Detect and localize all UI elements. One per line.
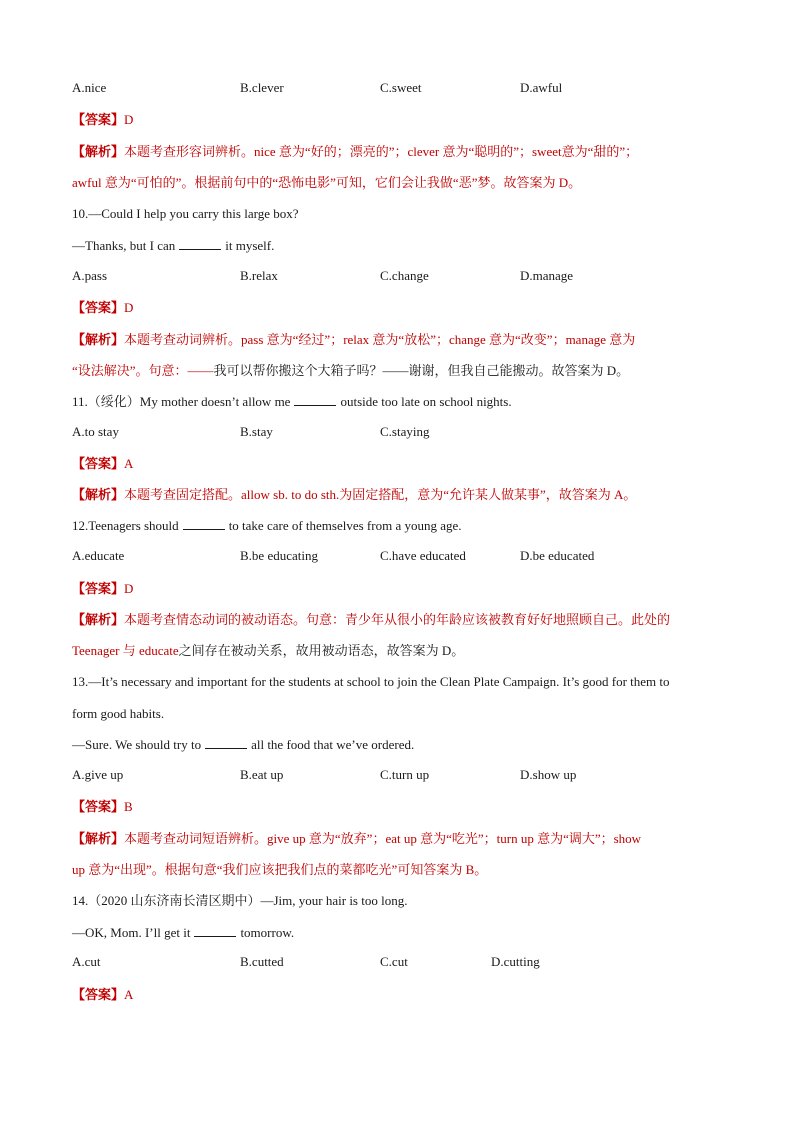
option-d: D.manage xyxy=(520,268,574,283)
option-b: B.relax xyxy=(240,268,278,283)
answer-line xyxy=(72,454,133,474)
answer-tag: 【答案】 xyxy=(72,112,125,127)
answer-tag: 【答案】 xyxy=(72,987,125,1002)
question-10-reply xyxy=(72,236,274,256)
option-a: A.give up xyxy=(72,767,124,782)
answer-blank xyxy=(205,736,247,749)
analysis-text: 本题考查动词短语辨析。give up 意为“放弃”；eat up 意为“吃光”；turn up 意为“调大”；show xyxy=(124,831,642,846)
option-a: A.nice xyxy=(72,80,107,95)
analysis-text: 本题考查固定搭配。allow sb. to do sth.为固定搭配，意为“允许某人做某事”，故答案为 A。 xyxy=(124,487,637,502)
stem-text: tomorrow. xyxy=(240,925,295,940)
option-b: B.eat up xyxy=(240,767,284,782)
answer-value: B xyxy=(124,799,133,814)
stem-text: —Sure. We should try to xyxy=(72,737,202,752)
answer-line xyxy=(72,579,133,599)
analysis-tag: 【解析】 xyxy=(72,144,125,159)
answer-value: D xyxy=(124,581,134,596)
answer-tag: 【答案】 xyxy=(72,300,125,315)
option-a: A.to stay xyxy=(72,424,119,439)
analysis-line xyxy=(72,829,641,849)
analysis-text: Teenager 与 educate xyxy=(72,643,179,658)
analysis-tag: 【解析】 xyxy=(72,831,125,846)
analysis-line xyxy=(72,361,629,381)
option-a: A.educate xyxy=(72,548,125,563)
question-14-stem: 14.（2020 山东济南长清区期中）—Jim, your hair is too long. xyxy=(72,893,408,908)
option-c: C.sweet xyxy=(380,80,422,95)
answer-tag: 【答案】 xyxy=(72,456,125,471)
stem-text: to take care of themselves from a young age. xyxy=(228,518,462,533)
option-d: D.cutting xyxy=(491,954,540,969)
stem-text: outside too late on school nights. xyxy=(340,394,512,409)
answer-value: D xyxy=(124,300,134,315)
option-c: C.have educated xyxy=(380,548,466,563)
answer-line xyxy=(72,797,133,817)
option-a: A.pass xyxy=(72,268,108,283)
option-c: C.staying xyxy=(380,424,430,439)
option-c: C.change xyxy=(380,268,429,283)
answer-tag: 【答案】 xyxy=(72,799,125,814)
option-d: D.show up xyxy=(520,767,577,782)
question-12-stem xyxy=(72,516,462,536)
analysis-text: “设法解决”。句意：—— xyxy=(72,363,214,378)
question-14-reply xyxy=(72,923,294,943)
analysis-text: 之间存在被动关系，故用被动语态，故答案为 D。 xyxy=(178,643,465,658)
analysis-line xyxy=(72,142,638,162)
answer-blank xyxy=(194,924,236,937)
option-a: A.cut xyxy=(72,954,101,969)
analysis-line xyxy=(72,330,635,350)
analysis-tag: 【解析】 xyxy=(72,612,125,627)
option-d: D.be educated xyxy=(520,548,595,563)
question-13-reply xyxy=(72,735,414,755)
answer-line xyxy=(72,110,133,130)
question-13-stem: form good habits. xyxy=(72,706,165,721)
question-11-stem xyxy=(72,392,512,412)
option-c: C.turn up xyxy=(380,767,430,782)
option-b: B.stay xyxy=(240,424,273,439)
option-d: D.awful xyxy=(520,80,563,95)
stem-text: —OK, Mom. I’ll get it xyxy=(72,925,191,940)
analysis-text: 本题考查形容词辨析。nice 意为“好的；漂亮的”；clever 意为“聪明的”；sweet意为“甜的”； xyxy=(124,144,639,159)
answer-blank xyxy=(179,237,221,250)
answer-blank xyxy=(183,517,225,530)
stem-text: 11.（绥化）My mother doesn’t allow me xyxy=(72,394,291,409)
analysis-line xyxy=(72,641,464,661)
stem-text: —Thanks, but I can xyxy=(72,238,176,253)
option-b: B.cutted xyxy=(240,954,284,969)
analysis-line: up 意为“出现”。根据句意“我们应该把我们点的菜都吃光”可知答案为 B。 xyxy=(72,862,488,877)
option-b: B.be educating xyxy=(240,548,318,563)
analysis-tag: 【解析】 xyxy=(72,332,125,347)
option-c: C.cut xyxy=(380,954,408,969)
analysis-text: 本题考查情态动词的被动语态。句意：青少年从很小的年龄应该被教育好好地照顾自己。此处的 xyxy=(124,612,671,627)
answer-value: D xyxy=(124,112,134,127)
question-13-stem: 13.—It’s necessary and important for the students at school to join the Clean Plate Campaign. It’s good for them to xyxy=(72,674,670,689)
answer-line xyxy=(72,985,133,1005)
stem-text: 12.Teenagers should xyxy=(72,518,179,533)
answer-value: A xyxy=(124,456,134,471)
analysis-text: 我可以帮你搬这个大箱子吗？——谢谢，但我自己能搬动。故答案为 D。 xyxy=(213,363,630,378)
stem-text: it myself. xyxy=(225,238,275,253)
stem-text: all the food that we’ve ordered. xyxy=(251,737,415,752)
question-10-stem: 10.—Could I help you carry this large box? xyxy=(72,206,299,221)
answer-tag: 【答案】 xyxy=(72,581,125,596)
analysis-line: awful 意为“可怕的”。根据前句中的“恐怖电影”可知，它们会让我做“恶”梦。故答案为 D。 xyxy=(72,175,582,190)
option-b: B.clever xyxy=(240,80,284,95)
analysis-line xyxy=(72,610,670,630)
answer-line xyxy=(72,298,133,318)
answer-blank xyxy=(294,393,336,406)
analysis-tag: 【解析】 xyxy=(72,487,125,502)
answer-value: A xyxy=(124,987,134,1002)
analysis-text: 本题考查动词辨析。pass 意为“经过”；relax 意为“放松”；change 意为“改变”；manage 意为 xyxy=(124,332,636,347)
analysis-line xyxy=(72,485,636,505)
